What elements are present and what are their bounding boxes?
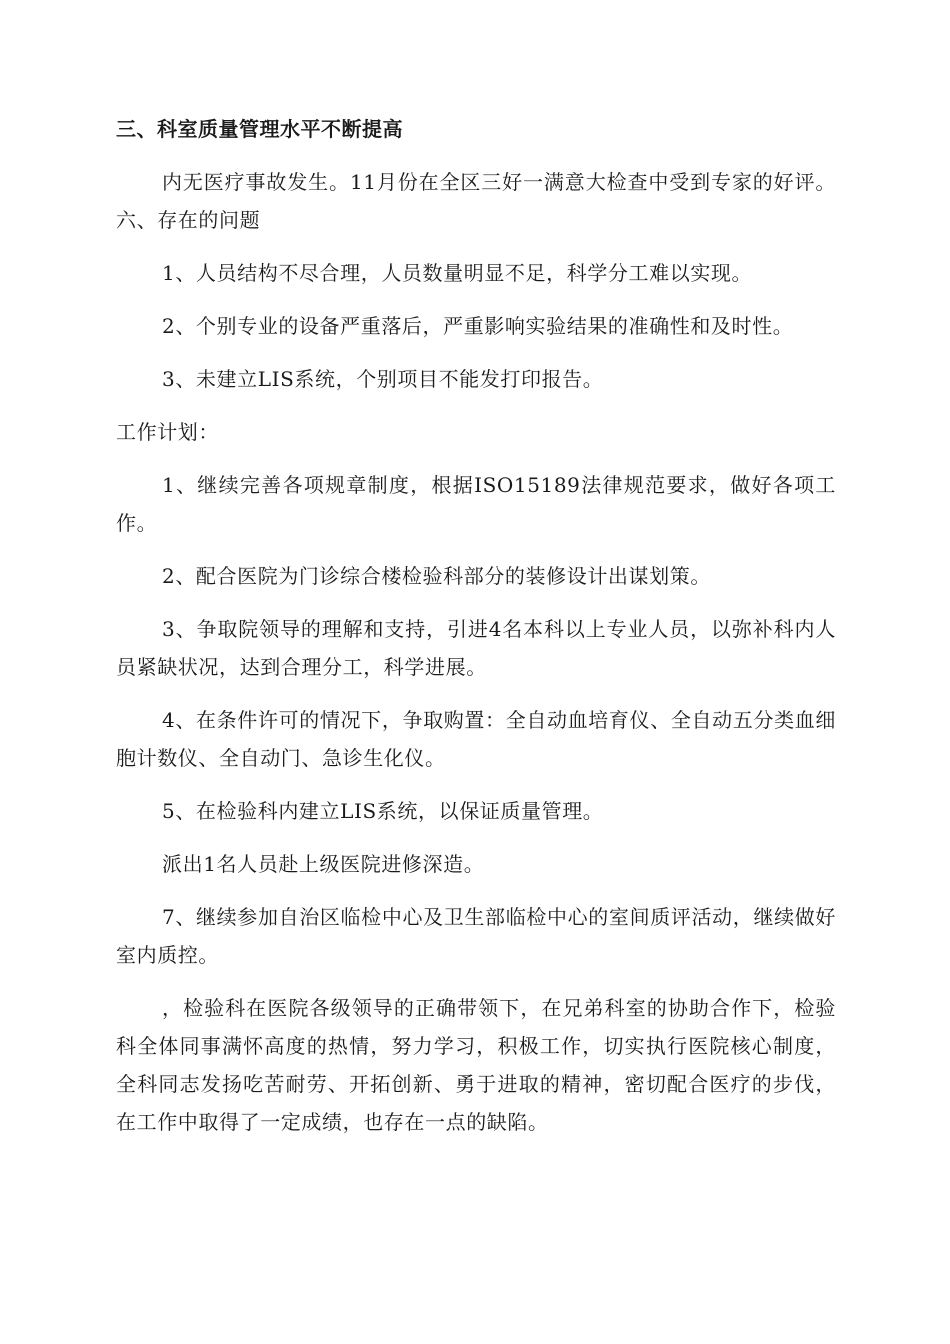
paragraph-plan-2: 2、配合医院为门诊综合楼检验科部分的装修设计出谋划策。 [162, 564, 711, 588]
paragraph-plan-7: 7、继续参加自治区临检中心及卫生部临检中心的室间质评活动，继续做好室内质控。 [116, 905, 836, 967]
paragraph-plan-4: 4、在条件许可的情况下，争取购置：全自动血培育仪、全自动五分类血细胞计数仪、全自动门、急诊生化仪。 [116, 708, 836, 770]
section-heading: 三、科室质量管理水平不断提高 [116, 117, 403, 141]
paragraph-summary: ，检验科在医院各级领导的正确带领下，在兄弟科室的协助合作下，检验科全体同事满怀高度的热情，努力学习，积极工作，切实执行医院核心制度，全科同志发扬吃苦耐劳、开拓创新、勇于进取的精神，密切配合医疗的步伐，在工作中取得了一定成绩，也存在一点的缺陷。 [116, 996, 836, 1134]
paragraph-plan-6: 派出1名人员赴上级医院进修深造。 [162, 852, 485, 876]
paragraph-problem-2: 2、个别专业的设备严重落后，严重影响实验结果的准确性和及时性。 [162, 314, 794, 338]
paragraph-plan-3: 3、争取院领导的理解和支持，引进4名本科以上专业人员，以弥补科内人员紧缺状况，达到合理分工，科学进展。 [116, 617, 836, 679]
paragraph-no-accident: 内无医疗事故发生。11月份在全区三好一满意大检查中受到专家的好评。六、存在的问题 [116, 170, 836, 232]
document-page [116, 110, 836, 1156]
work-plan-label: 工作计划： [116, 420, 219, 444]
paragraph-problem-3: 3、未建立LIS系统，个别项目不能发打印报告。 [162, 367, 604, 391]
paragraph-problem-1: 1、人员结构不尽合理，人员数量明显不足，科学分工难以实现。 [162, 261, 753, 285]
paragraph-plan-5: 5、在检验科内建立LIS系统，以保证质量管理。 [162, 799, 604, 823]
paragraph-plan-1: 1、继续完善各项规章制度，根据ISO15189法律规范要求，做好各项工作。 [116, 473, 836, 535]
